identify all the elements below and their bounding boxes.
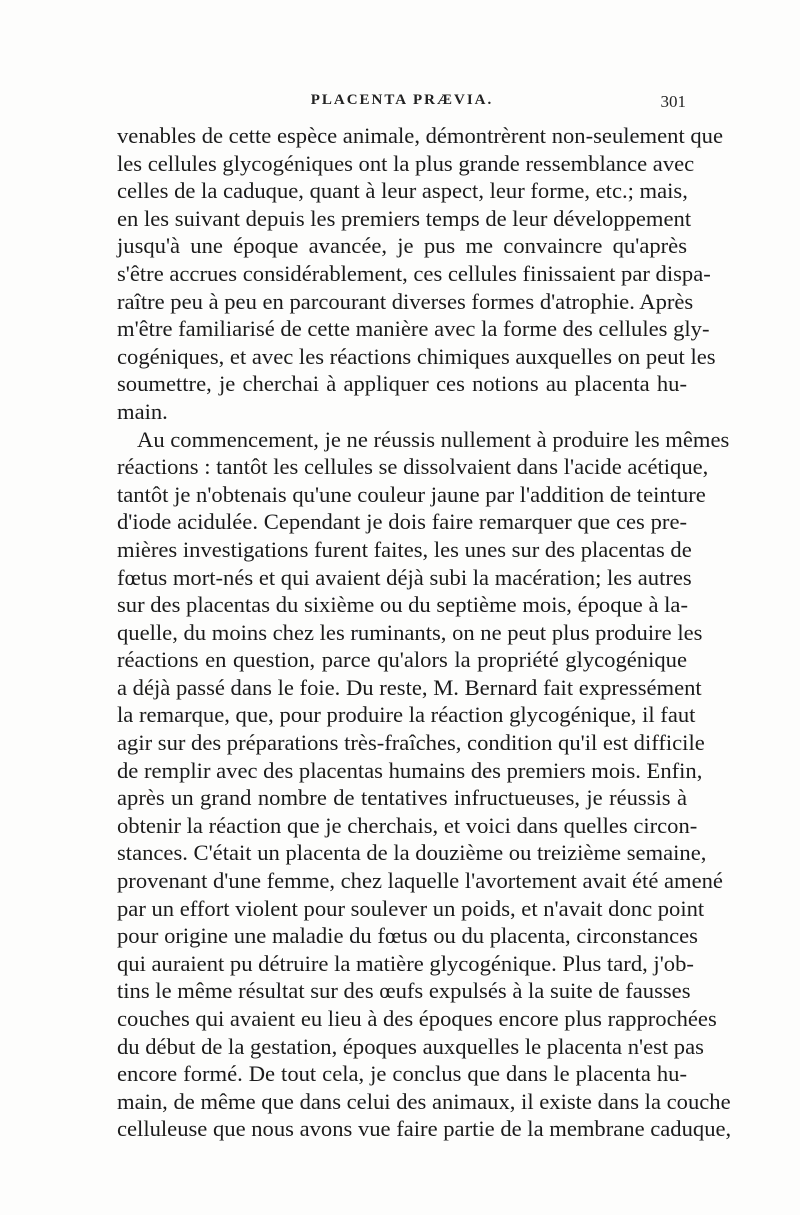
text-line: pour origine une maladie du fœtus ou du placenta, circonstances xyxy=(117,923,698,949)
text-line: celluleuse que nous avons vue faire partie de la membrane caduque, xyxy=(117,1116,732,1142)
text-line: obtenir la réaction que je cherchais, et voici dans quelles circon- xyxy=(117,812,698,838)
text-line: d'iode acidulée. Cependant je dois faire remarquer que ces pre- xyxy=(117,509,687,535)
text-line: par un effort violent pour soulever un poids, et n'avait donc point xyxy=(117,895,705,921)
text-line: de remplir avec des placentas humains des premiers mois. Enfin, xyxy=(117,757,703,783)
text-line: a déjà passé dans le foie. Du reste, M. Bernard fait expressément xyxy=(117,674,702,700)
text-line: quelle, du moins chez les ruminants, on ne peut plus produire les xyxy=(117,619,703,645)
page-number: 301 xyxy=(660,92,686,111)
text-line: jusqu'à une époque avancée, je pus me convaincre qu'après xyxy=(117,233,687,259)
text-line: m'être familiarisé de cette manière avec la forme des cellules gly- xyxy=(117,316,710,342)
text-line: raître peu à peu en parcourant diverses formes d'atrophie. Après xyxy=(117,288,694,314)
paragraph-2 xyxy=(117,426,732,1143)
text-line: celles de la caduque, quant à leur aspect, leur forme, etc.; mais, xyxy=(117,178,688,204)
text-line: provenant d'une femme, chez laquelle l'avortement avait été amené xyxy=(117,868,723,894)
text-line: en les suivant depuis les premiers temps de leur développement xyxy=(117,205,692,231)
text-line: agir sur des préparations très-fraîches, condition qu'il est difficile xyxy=(117,730,705,756)
text-line: s'être accrues considérablement, ces cellules finissaient par dispa- xyxy=(117,260,711,286)
body-text xyxy=(117,122,732,1143)
text-line: la remarque, que, pour produire la réaction glycogénique, il faut xyxy=(117,702,696,728)
text-line: main, de même que dans celui des animaux, il existe dans la couche xyxy=(117,1088,731,1114)
running-header xyxy=(118,92,686,116)
text-line: du début de la gestation, époques auxquelles le placenta n'est pas xyxy=(117,1033,704,1059)
text-line: soumettre, je cherchai à appliquer ces notions au placenta hu- xyxy=(117,371,687,397)
text-line: main. xyxy=(117,398,168,424)
text-line: après un grand nombre de tentatives infructueuses, je réussis à xyxy=(117,785,687,811)
text-line: fœtus mort-nés et qui avaient déjà subi la macération; les autres xyxy=(117,564,692,590)
text-line: Au commencement, je ne réussis nullement à produire les mêmes xyxy=(137,426,730,452)
text-line: réactions en question, parce qu'alors la propriété glycogénique xyxy=(117,647,687,673)
text-line: couches qui avaient eu lieu à des époques encore plus rapprochées xyxy=(117,1006,717,1031)
text-line: les cellules glycogéniques ont la plus grande ressemblance avec xyxy=(117,150,695,176)
text-line: cogéniques, et avec les réactions chimiques auxquelles on peut les xyxy=(117,343,716,369)
text-line: venables de cette espèce animale, démontrèrent non-seulement que xyxy=(117,123,723,148)
running-title: PLACENTA PRÆVIA. xyxy=(310,92,494,108)
text-line: tins le même résultat sur des œufs expulsés à la suite de fausses xyxy=(117,978,691,1004)
text-line: stances. C'était un placenta de la douzième ou treizième semaine, xyxy=(117,840,707,866)
text-line: mières investigations furent faites, les unes sur des placentas de xyxy=(117,536,692,562)
text-line: tantôt je n'obtenais qu'une couleur jaune par l'addition de teinture xyxy=(117,481,706,507)
text-line: encore formé. De tout cela, je conclus que dans le placenta hu- xyxy=(117,1061,687,1087)
text-line: sur des placentas du sixième ou du septième mois, époque à la- xyxy=(117,592,688,618)
text-line: réactions : tantôt les cellules se dissolvaient dans l'acide acétique, xyxy=(117,454,709,480)
paragraph-1 xyxy=(117,122,723,426)
text-line: qui auraient pu détruire la matière glycogénique. Plus tard, j'ob- xyxy=(117,950,694,976)
